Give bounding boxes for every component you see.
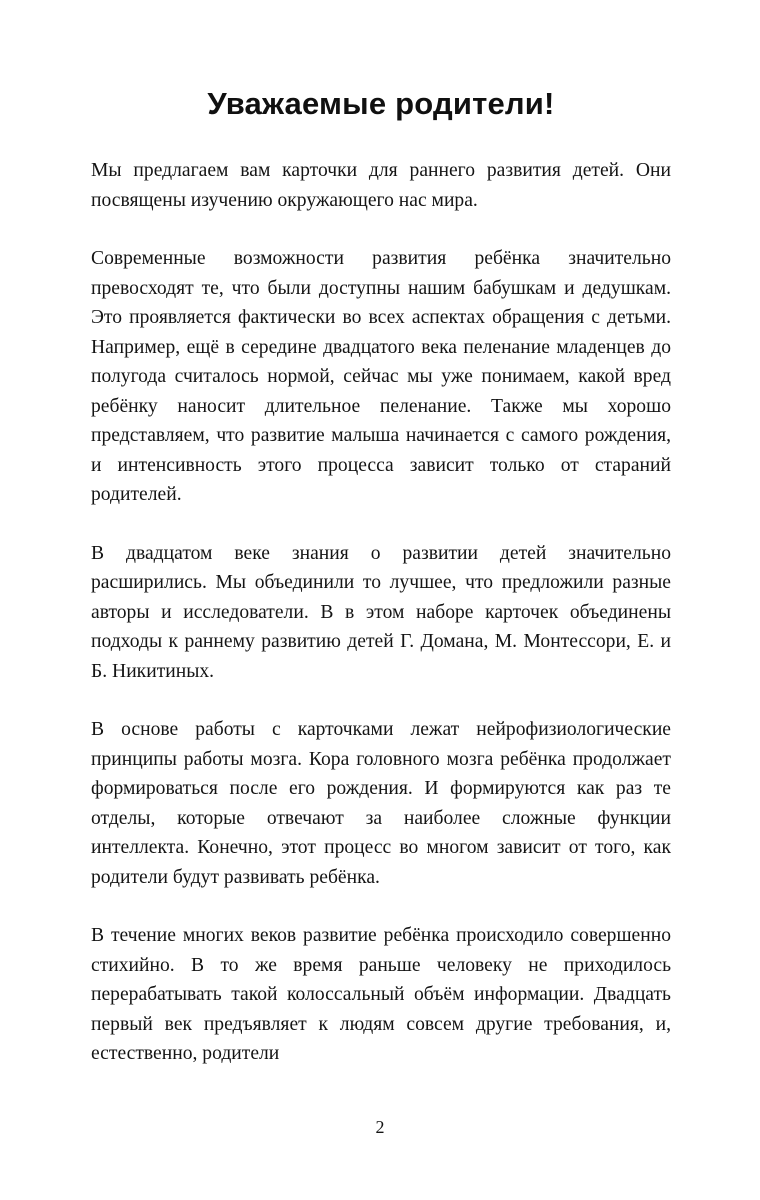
paragraph: В двадцатом веке знания о развитии детей значительно расширились. Мы объединили то лучшее, что предложили разные авторы и исследователи. В в этом наборе карточек объединены подходы к раннему развитию детей Г. Домана, М. Монтессори, Е. и Б. Никитиных. (91, 542, 671, 682)
paragraph: Мы предлагаем вам карточки для раннего развития детей. Они посвящены изучению окружающего нас мира. (91, 160, 671, 211)
paragraph: Современные возможности развития ребёнка значительно превосходят те, что были доступны нашим бабушкам и дедушкам. Это проявляется фактически во всех аспектах обращения с детьми. Например, ещё в середине двадцатого века пеленание младенцев до полугода считалось нормой, сейчас мы уже понимаем, какой вред ребёнку наносит длительное пеленание. Также мы хорошо представляем, что развитие малыша начинается с самого рождения, и интенсивность этого процесса зависит только от стараний родителей. (91, 248, 671, 505)
page-content (91, 86, 671, 1098)
paragraph: В основе работы с карточками лежат нейрофизиологические принципы работы мозга. Кора головного мозга ребёнка продолжает формироваться после его рождения. И формируются как раз те отделы, которые отвечают за наиболее сложные функции интеллекта. Конечно, этот процесс во многом зависит от того, как родители будут развивать ребёнка. (91, 719, 671, 888)
paragraph: В течение многих веков развитие ребёнка происходило совершенно стихийно. В то же время раньше человеку не приходилось перерабатывать такой колоссальный объём информации. Двадцать первый век предъявляет к людям совсем другие требования, и, естественно, родители (91, 925, 671, 1064)
body-text (91, 156, 671, 1069)
page-title: Уважаемые родители! (207, 86, 555, 121)
page-number: 2 (375, 1117, 385, 1137)
